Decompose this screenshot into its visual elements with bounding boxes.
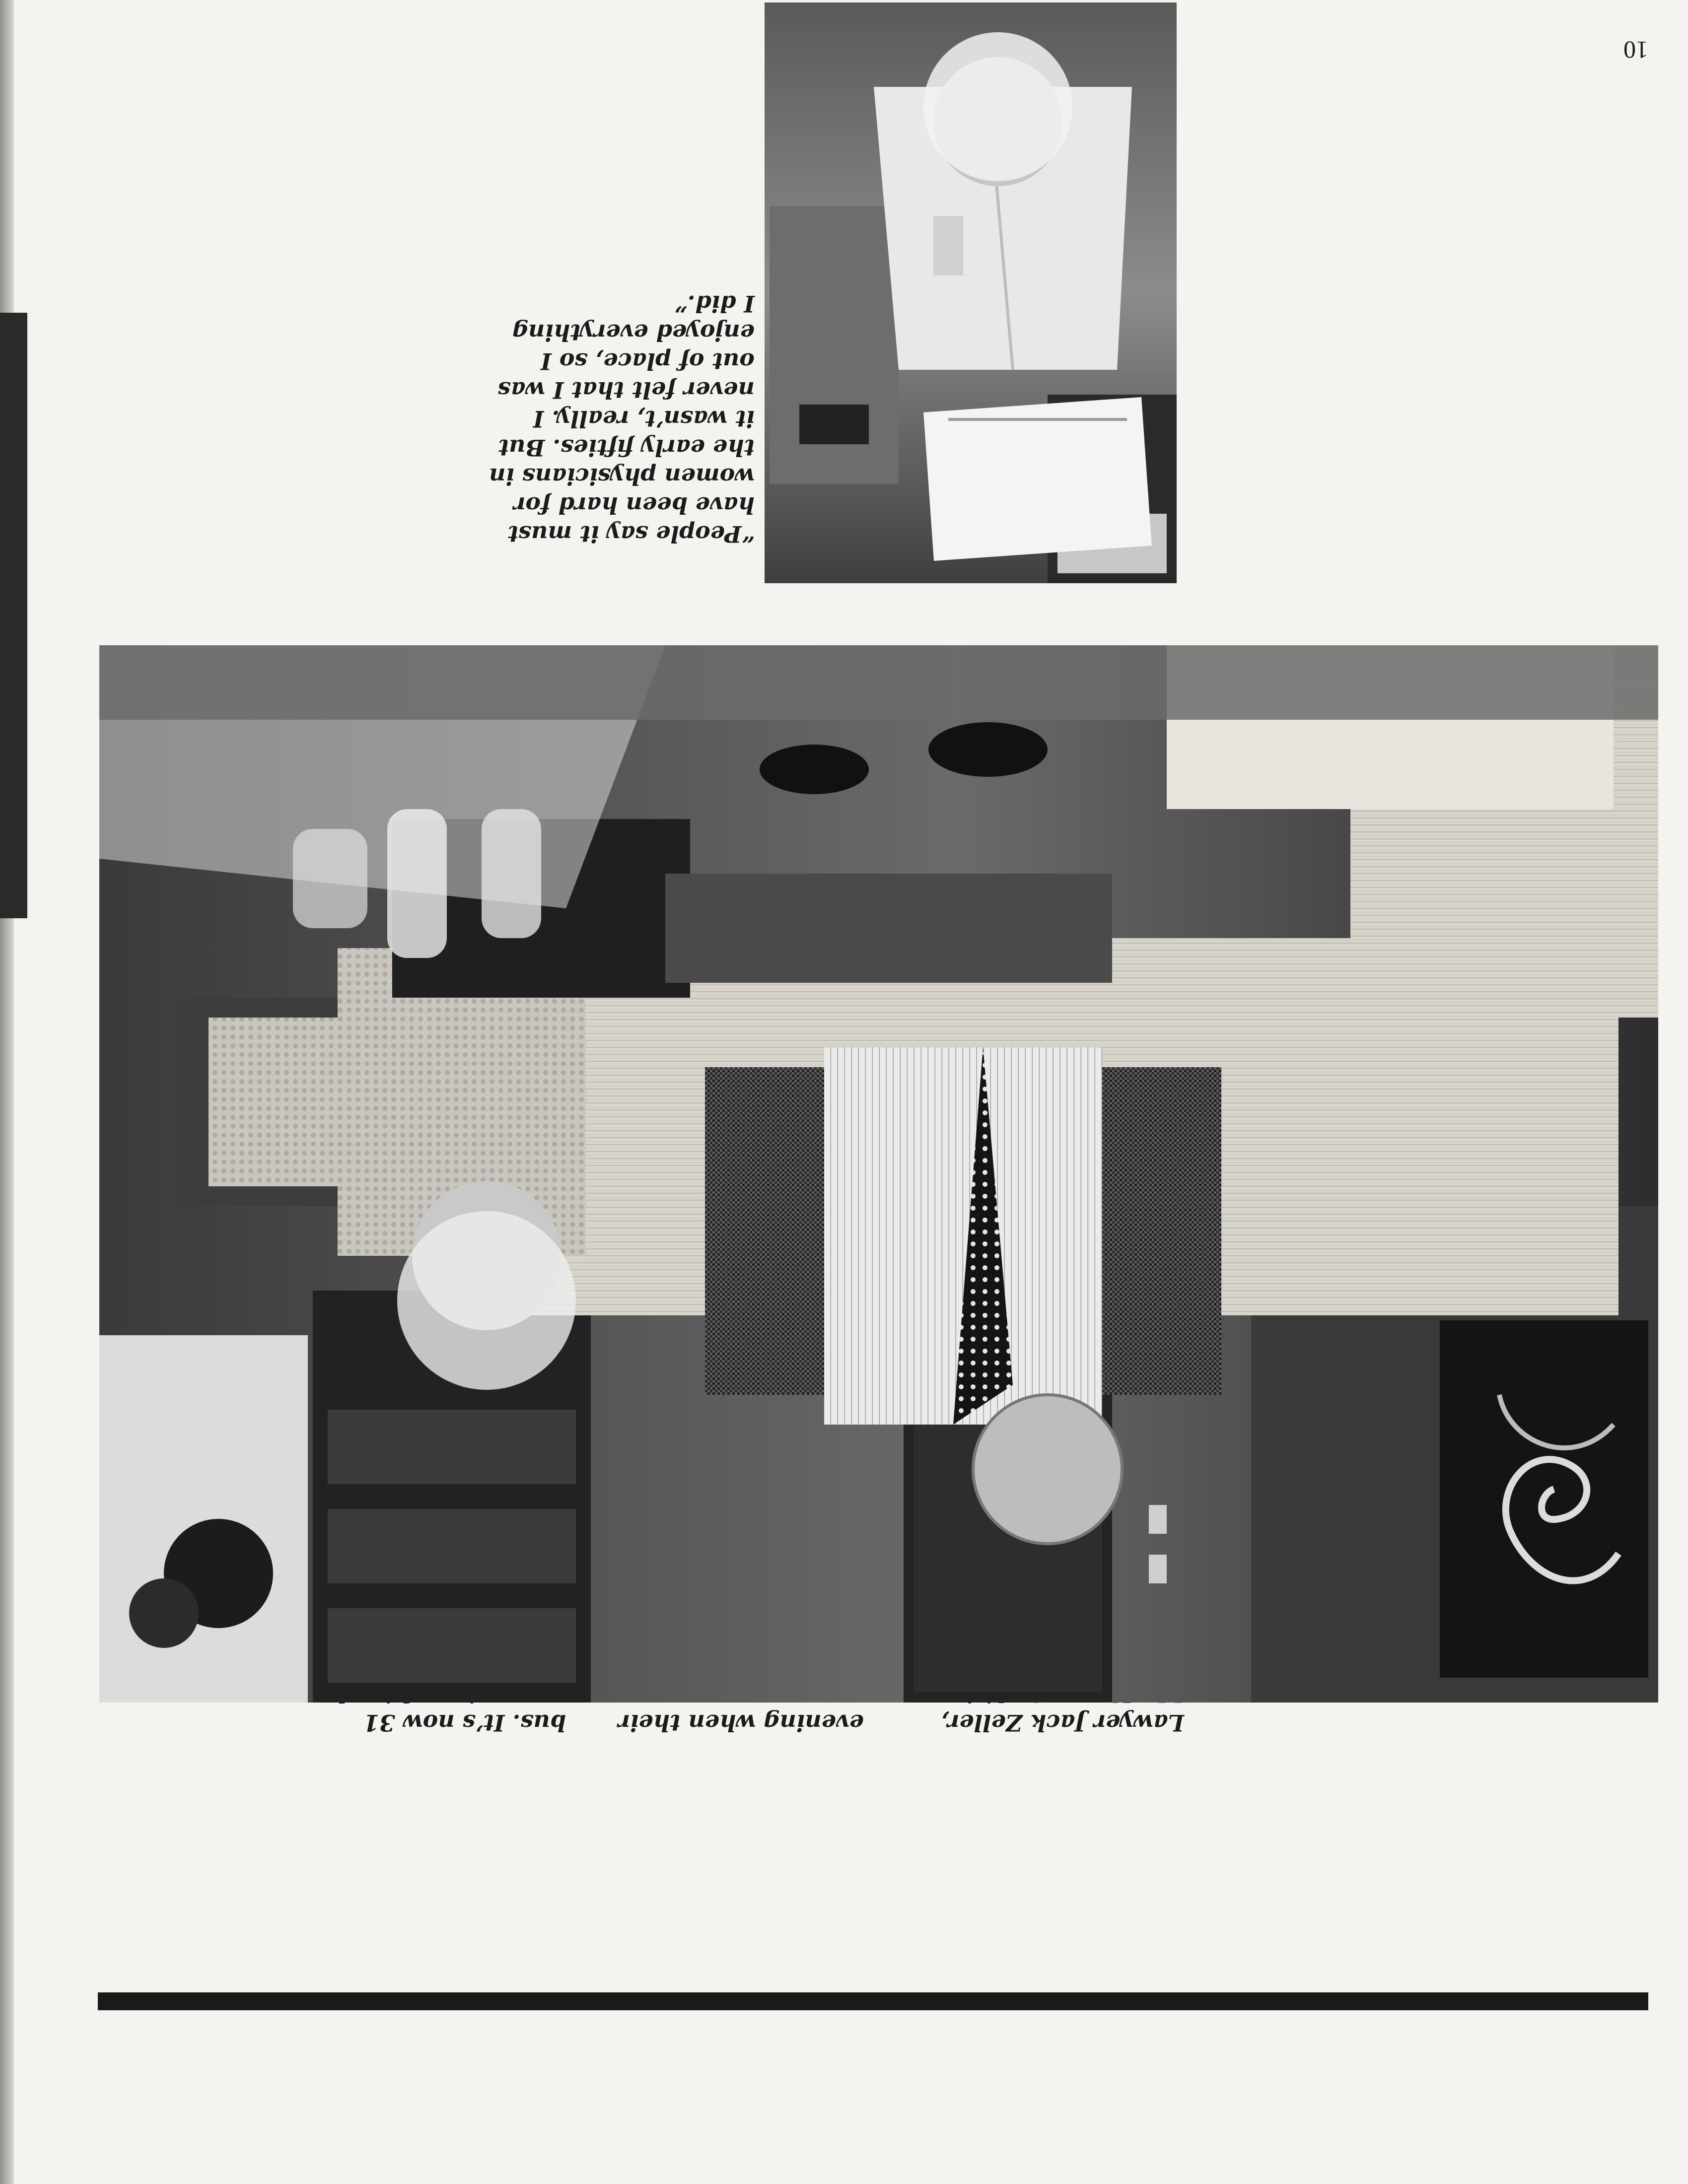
portrait-photo-art: [765, 2, 1177, 583]
page-number: 10: [1623, 36, 1648, 64]
story-caption-column-1: Lawyer Jack Zeller,: [941, 1709, 1184, 1736]
couple-living-room-photo: [99, 645, 1658, 1703]
couple-photo-art: [99, 645, 1658, 1703]
binding-strip: [0, 313, 27, 918]
story-caption-column-3: bus. It’s now 31: [363, 1709, 566, 1736]
physician-portrait-photo: [765, 2, 1177, 583]
story-caption-column-2: evening when their: [618, 1709, 864, 1736]
quote-caption: “People say it must have been hard for women physicians in the early fifties. But it wasn’t, really. I never felt that I was out of place, so I enjoyed everything I did.”: [489, 290, 755, 547]
header-rule: [98, 1992, 1648, 2010]
